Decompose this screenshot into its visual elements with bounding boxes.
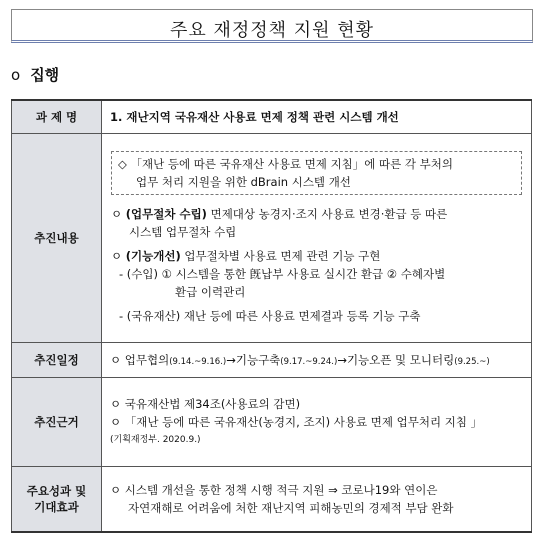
table-row-name	[12, 100, 532, 134]
schedule-bullet: ㅇ	[110, 353, 122, 367]
sub-item-1: - (수입) ① 시스템을 통한 旣납부 사용료 실시간 환급 ② 수혜자별	[119, 267, 446, 281]
item-2-bullet: ㅇ	[111, 249, 123, 263]
sub-item-1-line-2: 환급 이력관리	[175, 285, 246, 299]
item-2-heading: (기능개선)	[125, 249, 181, 263]
row-label-effect-line-1: 주요성과 및	[26, 484, 87, 498]
guideline-box	[111, 151, 522, 195]
effect-cell	[102, 467, 532, 533]
schedule-phase-3: →기능오픈 및 모니터링	[337, 353, 455, 367]
item-1-bullet: ㅇ	[111, 207, 123, 221]
schedule-cell	[102, 343, 532, 378]
item-2-text: 업무절차별 사용료 면제 관련 기능 구현	[180, 249, 381, 263]
item-1-heading: (업무절차 수립)	[125, 207, 207, 221]
content-items	[103, 205, 530, 325]
row-label-effect-line-2: 기대효과	[34, 500, 79, 514]
row-label-basis: 추진근거	[12, 378, 102, 467]
policy-table	[11, 99, 532, 533]
section-bullet: o	[11, 66, 21, 84]
basis-line-2: ㅇ 「재난 등에 따른 국유재산(농경지, 조지) 사용료 면제 업무처리 지침 」	[110, 415, 483, 429]
row-label-content: 추진내용	[12, 134, 102, 343]
item-1-line-2: 시스템 업무절차 수립	[129, 225, 237, 239]
task-name: 1. 재난지역 국유재산 사용료 면제 정책 관련 시스템 개선	[102, 100, 532, 134]
basis-line-1: ㅇ 국유재산법 제34조(사용료의 감면)	[110, 397, 301, 411]
sub-item-2: - (국유재산) 재난 등에 따른 사용료 면제결과 등록 기능 구축	[119, 309, 421, 323]
table-row-schedule	[12, 343, 532, 378]
schedule-date-1: (9.14.~9.16.)	[169, 357, 227, 367]
table-row-basis	[12, 378, 532, 467]
section-label: 집행	[30, 66, 60, 84]
item-2	[111, 247, 522, 265]
effect-line-1: ㅇ 시스템 개선을 통한 정책 시행 적극 지원 ⇒ 코로나19와 연이은	[110, 483, 438, 497]
section-heading	[11, 64, 59, 85]
schedule-phase-2: →기능구축	[226, 353, 281, 367]
page-title: 주요 재정정책 지원 현황	[169, 20, 375, 41]
box-line-1: ◇ 「재난 등에 따른 국유재산 사용료 면제 지침」에 따른 각 부처의	[118, 157, 454, 171]
box-line-2: 업무 처리 지원을 위한 dBrain 시스템 개선	[136, 175, 351, 189]
content-cell	[102, 134, 532, 343]
table-row-content	[12, 134, 532, 343]
title-box	[11, 9, 533, 43]
basis-line-3: (기획재정부. 2020.9.)	[110, 435, 201, 445]
schedule-date-2: (9.17.~9.24.)	[280, 357, 338, 367]
schedule-date-3: (9.25.~)	[454, 357, 490, 367]
schedule-phase-1: 업무협의	[124, 353, 170, 367]
row-label-schedule: 추진일정	[12, 343, 102, 378]
item-1-text: 면제대상 농경지·조지 사용료 변경·환급 등 따른	[206, 207, 448, 221]
row-label-effect	[12, 467, 102, 533]
effect-line-2: 자연재해로 어려움에 처한 재난지역 피해농민의 경제적 부담 완화	[128, 501, 454, 515]
basis-cell	[102, 378, 532, 467]
row-label-name: 과 제 명	[12, 100, 102, 134]
table-row-effect	[12, 467, 532, 533]
item-1	[111, 205, 522, 223]
